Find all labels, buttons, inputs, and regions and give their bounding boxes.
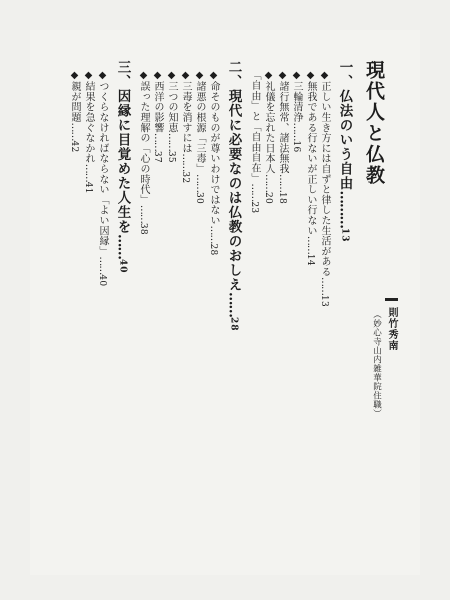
toc-page [30, 30, 420, 575]
toc-item: ◆命そのものが尊いわけではない……28 [208, 70, 219, 256]
section-heading: 二、現代に必要なのは仏教のおしえ……28 [225, 60, 242, 332]
author-divider [385, 298, 398, 301]
toc-item: ◆誤った理解の「心の時代」……38 [138, 70, 149, 235]
toc-item: 「自由」と「自由自在」……23 [249, 70, 260, 214]
author-name: 則竹秀南 [386, 307, 397, 351]
author-affiliation: （妙心寺山内雑華院住職） [371, 310, 382, 418]
page-title: 現代人と仏教 [363, 60, 385, 186]
section-heading: 三、因縁に目覚めた人生を……40 [114, 60, 131, 274]
toc-item: ◆諸悪の根源「三毒」……30 [194, 70, 205, 205]
toc-item: ◆正しい生き方には自ずと律した生活がある……13 [319, 70, 330, 308]
toc-item: ◆つくらなければならない「よい因縁」……40 [97, 70, 108, 287]
toc-item: ◆親が問題……42 [69, 70, 80, 153]
toc-item: ◆諸行無常、諸法無我……18 [277, 70, 288, 205]
toc-item: ◆三つの知恵……35 [166, 70, 177, 163]
section-heading: 一、仏法のいう自由………13 [336, 60, 353, 243]
toc-item: ◆無我である行ないが正しい行ない……14 [305, 70, 316, 266]
toc-item: ◆結果を急ぐなかれ……41 [83, 70, 94, 194]
toc-item: ◆三毒を消すには……32 [180, 70, 191, 184]
toc-item: ◆西洋の影響……37 [152, 70, 163, 163]
toc-item: ◆三輪清浄……16 [291, 70, 302, 153]
toc-item: ◆礼儀を忘れた日本人……20 [263, 70, 274, 205]
